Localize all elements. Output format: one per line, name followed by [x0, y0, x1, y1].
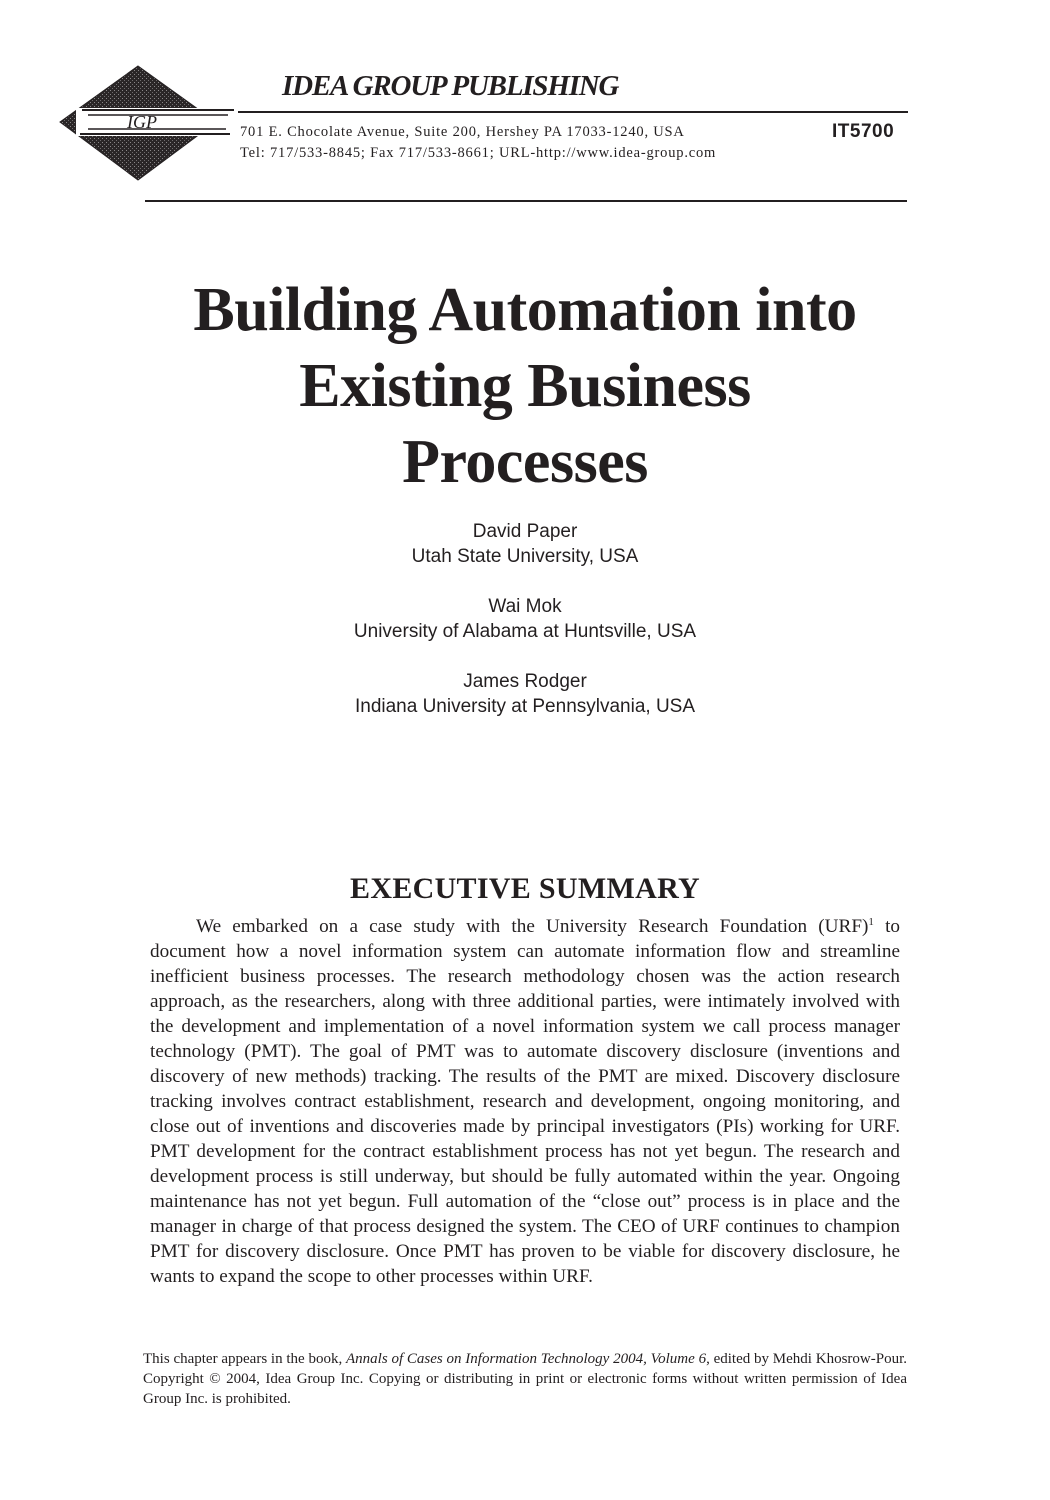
summary-text: to document how a novel information system can automate information flow and streamline inefficient business processes. The research methodology chosen was the action research approach, as the researchers, along with three additional parties, were intimately involved with the development and implementation of a novel information system we call process manager technology (PMT). The goal of PMT was to automate discovery disclosure (inventions and discovery of new methods) tracking. The results of the PMT are mixed. Discovery disclosure tracking involves contract establishment, research and development, ongoing monitoring, and close out of inventions and discoveries made by principal investigators (PIs) working for URF. PMT development for the contract establishment process has not yet begun. The research and development process is still underway, but should be fully automated within the year. Ongoing maintenance has not yet begun. Full automation of the “close out” process is in place and the manager in charge of that process designed the system. The CEO of URF continues to champion PMT for discovery disclosure. Once PMT has proven to be viable for discovery disclosure, he wants to expand the scope to other processes within URF. [150, 916, 900, 1287]
author-affiliation: Utah State University, USA [411, 545, 639, 567]
summary-paragraph [150, 914, 900, 1289]
summary-text: We embarked on a case study with the University Research Foundation (URF) [196, 916, 869, 937]
footer-text: , edited by Mehdi Khosrow-Pour. Copyright © 2004, Idea Group Inc. Copying or distributing in print or electronic forms without written permission of Idea Group Inc. is prohibited. [143, 1351, 907, 1407]
author-entry [100, 670, 950, 719]
footer-text: This chapter appears in the book, [143, 1351, 347, 1367]
publisher-address: 701 E. Chocolate Avenue, Suite 200, Hershey PA 17033-1240, USA [240, 124, 685, 140]
publisher-name: IDEA GROUP PUBLISHING [282, 70, 619, 102]
author-name: Wai Mok [488, 596, 562, 617]
publisher-contact: Tel: 717/533-8845; Fax 717/533-8661; URL-http://www.idea-group.com [240, 145, 717, 161]
book-title: Annals of Cases on Information Technology 2004, Volume 6 [346, 1351, 707, 1367]
igp-logo [58, 62, 236, 184]
title-line: Processes [402, 428, 648, 496]
section-heading: EXECUTIVE SUMMARY [350, 872, 700, 905]
author-entry [100, 595, 950, 644]
chapter-title [100, 272, 950, 500]
author-name: David Paper [472, 521, 578, 542]
header-rule [238, 111, 908, 113]
copyright-notice [143, 1349, 907, 1409]
author-affiliation: University of Alabama at Huntsville, USA [353, 620, 697, 642]
footnote-marker: 1 [868, 916, 874, 928]
author-affiliation: Indiana University at Pennsylvania, USA [354, 695, 696, 717]
author-name: James Rodger [463, 671, 587, 692]
title-rule [145, 200, 907, 202]
title-line: Existing Business [299, 352, 751, 420]
author-entry [100, 520, 950, 569]
author-list [100, 520, 950, 745]
title-line: Building Automation into [193, 276, 857, 344]
logo-text: IGP [127, 112, 157, 132]
document-code: IT5700 [832, 121, 895, 142]
